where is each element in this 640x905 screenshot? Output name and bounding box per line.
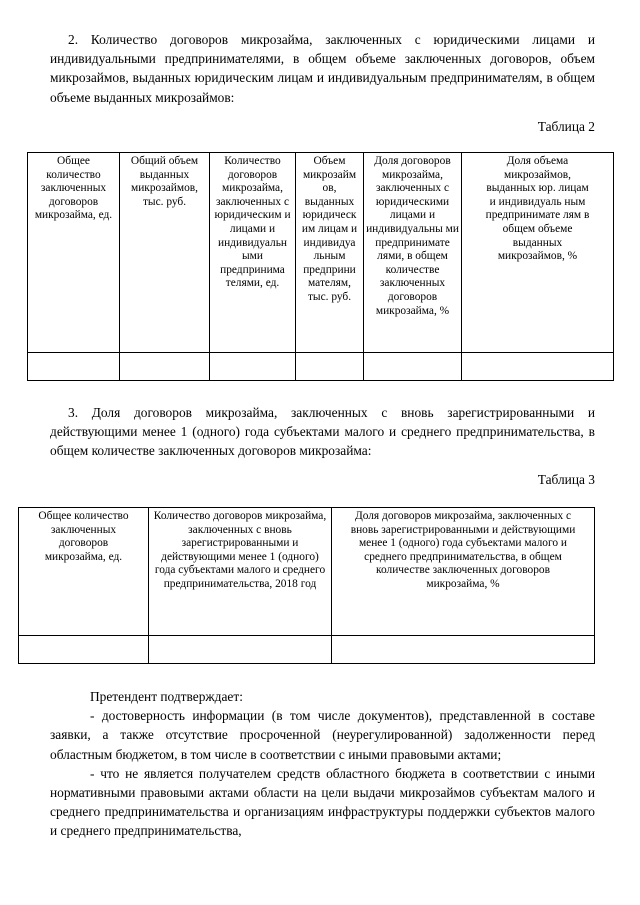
table-cell[interactable] bbox=[210, 353, 296, 381]
confirm-item-1: - достоверность информации (в том числе документов), представленной в составе заявки, а также отсутствие просроченной (неурегулированной) задолженности перед областным бюджетом, в том числе в соответствии с иными правовыми актами; bbox=[50, 708, 595, 762]
section-3-text: 3. Доля договоров микрозайма, заключенных с вновь зарегистрированными и действующими менее 1 (одного) года субъектами малого и среднего предпринимательства, в общем количестве заключенных договоров микрозайма: bbox=[50, 405, 595, 459]
column-header: Доля объема микрозаймов, выданных юр. лицам и индивидуаль ным предпринимате лям в общем объеме выданных микрозаймов, % bbox=[462, 153, 614, 353]
table-3 bbox=[18, 507, 595, 664]
confirm-item-2: - что не является получателем средств областного бюджета в соответствии с иными нормативными правовыми актами области на цели выдачи микрозаймов субъектам малого и среднего предпринимательства и организациям инфраструктуры поддержки субъектов малого и среднего предпринимательства, bbox=[50, 765, 595, 839]
section-2-text: 2. Количество договоров микрозайма, заключенных с юридическими лицами и индивидуальными предпринимателями, в общем объеме заключенных договоров, объем микрозаймов, выданных юридическим лицам и индивидуальным предпринимателям, в общем объеме выданных микрозаймов: bbox=[50, 32, 595, 105]
table-cell[interactable] bbox=[120, 353, 210, 381]
column-header: Общее количество заключенных договоров микрозайма, ед. bbox=[28, 153, 120, 353]
column-header: Доля договоров микрозайма, заключенных с юридическими лицами и индивидуальны ми предпринимате лями, в общем количестве заключенных договоров микрозайма, % bbox=[364, 153, 462, 353]
column-header: Общий объем выданных микрозаймов, тыс. руб. bbox=[120, 153, 210, 353]
table-row bbox=[19, 636, 595, 664]
table-cell[interactable] bbox=[28, 353, 120, 381]
table-cell[interactable] bbox=[462, 353, 614, 381]
confirm-intro: Претендент подтверждает: bbox=[90, 689, 243, 704]
column-header: Общее количество заключенных договоров микрозайма, ед. bbox=[19, 508, 149, 636]
table-cell[interactable] bbox=[19, 636, 149, 664]
column-header: Доля договоров микрозайма, заключенных с вновь зарегистрированными и действующими менее 1 (одного) года субъектами малого и среднего предпринимательства, в общем количестве заключенных договоров микрозайма, % bbox=[332, 508, 595, 636]
table-3-caption: Таблица 3 bbox=[537, 472, 595, 487]
column-header: Количество договоров микрозайма, заключенных с вновь зарегистрированными и действующими менее 1 (одного) года субъектами малого и среднего предпринимательства, 2018 год bbox=[149, 508, 332, 636]
table-cell[interactable] bbox=[364, 353, 462, 381]
table-cell[interactable] bbox=[149, 636, 332, 664]
table-cell[interactable] bbox=[332, 636, 595, 664]
column-header: Объем микрозайм ов, выданных юридическ им лицам и индивидуа льным предприни мателям, тыс. руб. bbox=[296, 153, 364, 353]
table-header-row bbox=[19, 508, 595, 636]
table-row bbox=[28, 353, 614, 381]
table-2 bbox=[27, 152, 614, 381]
table-2-caption: Таблица 2 bbox=[537, 119, 595, 134]
table-header-row bbox=[28, 153, 614, 353]
table-cell[interactable] bbox=[296, 353, 364, 381]
confirm-block bbox=[50, 687, 595, 841]
column-header: Количество договоров микрозайма, заключенных с юридическим и лицами и индивидуальн ыми предпринима телями, ед. bbox=[210, 153, 296, 353]
